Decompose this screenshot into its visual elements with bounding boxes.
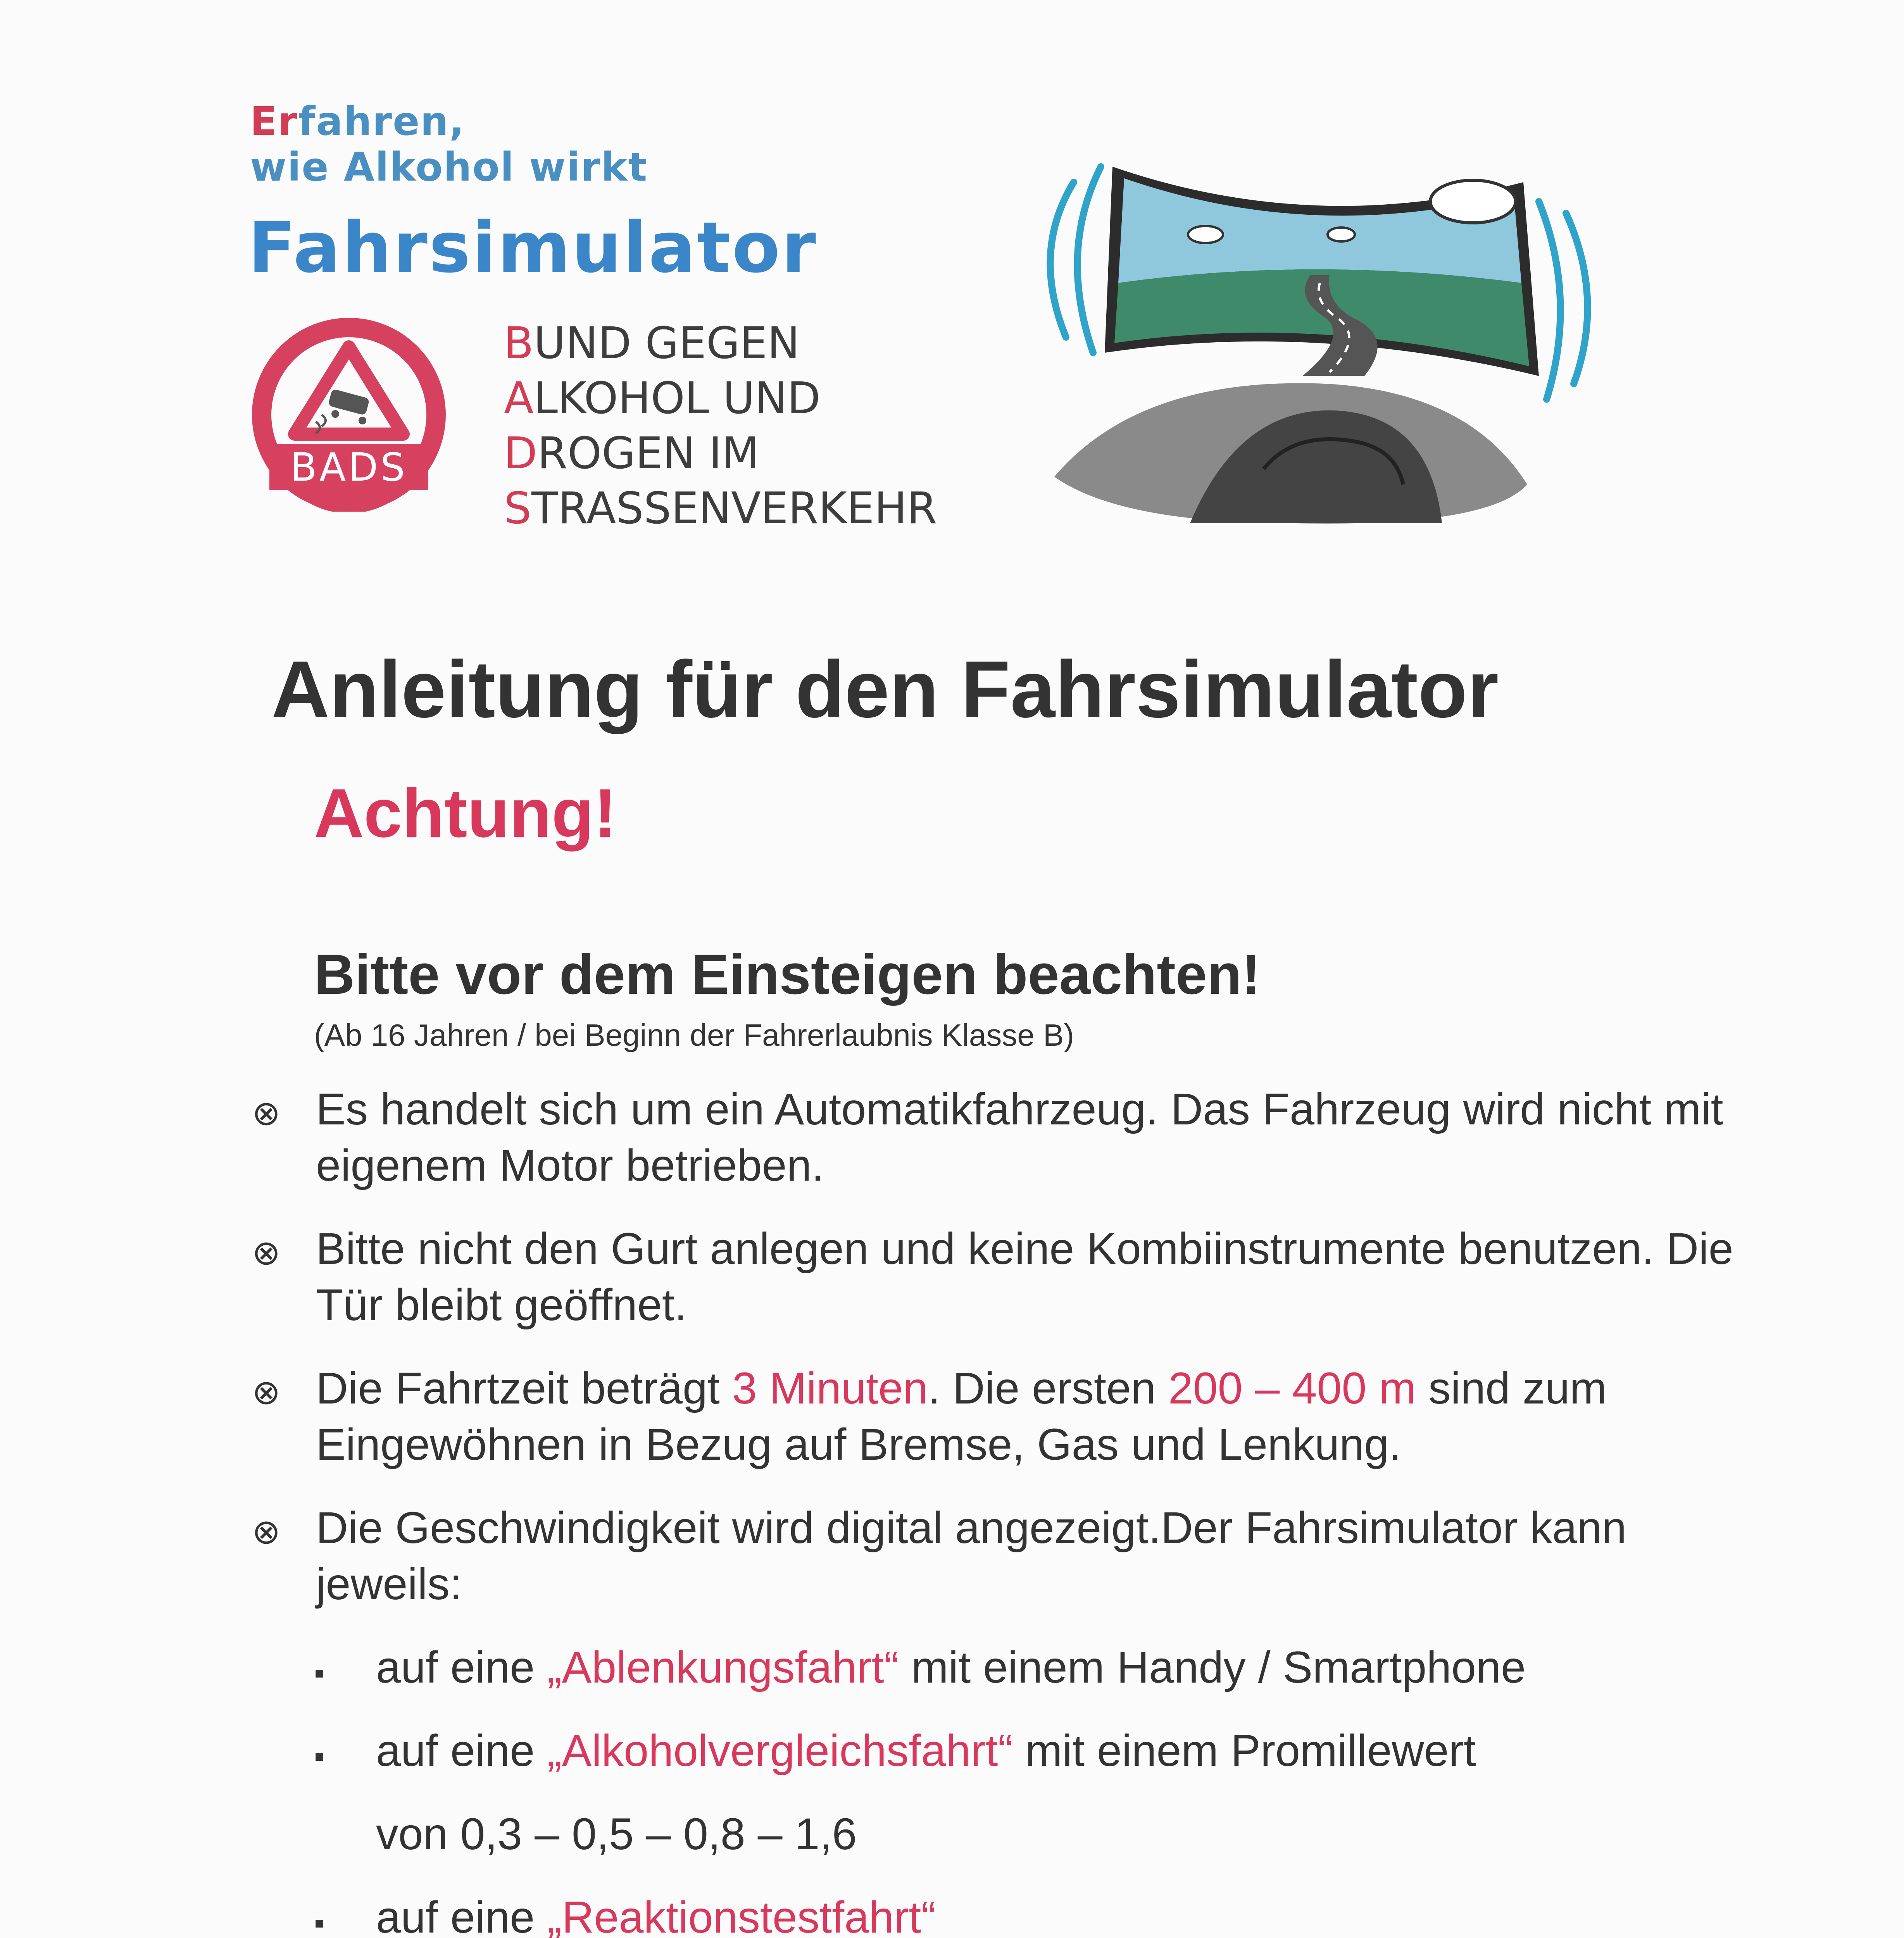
tagline-er: Er bbox=[250, 98, 298, 145]
mode-distraction: auf eine „Ablenkungsfahrt“ mit einem Handy / Smartphone bbox=[376, 1643, 1526, 1692]
instruction-speed: Die Geschwindigkeit wird digital angezeigt.Der Fahrsimulator kann jeweils: bbox=[316, 1503, 1627, 1609]
mode-alcohol: auf eine „Alkoholvergleichsfahrt“ mit einem Promillewert bbox=[376, 1726, 1476, 1776]
item-marker-icon: ⊗ bbox=[252, 1373, 281, 1411]
instruction-seatbelt: Bitte nicht den Gurt anlegen und keine Kombiinstrumente benutzen. Die Tür bleibt geöffnet. bbox=[316, 1224, 1733, 1330]
age-note: (Ab 16 Jahren / bei Beginn der Fahrerlaubnis Klasse B) bbox=[314, 1018, 1074, 1052]
org-line: STRASSENVERKEHR bbox=[504, 483, 937, 534]
warning-heading: Achtung! bbox=[314, 774, 617, 852]
item-marker-icon: ⊗ bbox=[252, 1512, 281, 1551]
organization-name bbox=[504, 316, 937, 536]
sub-bullet-icon: ▪ bbox=[314, 1655, 325, 1690]
item-marker-icon: ⊗ bbox=[252, 1094, 281, 1132]
tagline-line2: wie Alkohol wirkt bbox=[250, 144, 648, 190]
drive-duration: 3 Minuten bbox=[732, 1364, 928, 1413]
mode-reaction: auf eine „Reaktionstestfahrt“ bbox=[376, 1893, 936, 1938]
product-name: Fahrsimulator bbox=[248, 207, 817, 288]
driving-simulator-illustration bbox=[1023, 136, 1620, 543]
bads-logo bbox=[233, 310, 465, 512]
instruction-drive-time: Die Fahrtzeit beträgt 3 Minuten. Die ersten 200 – 400 m sind zum Eingewöhnen in Bezug auf Bremse, Gas und Lenkung. bbox=[316, 1364, 1607, 1469]
item-marker-icon: ⊗ bbox=[252, 1233, 281, 1272]
org-line: DROGEN IM bbox=[504, 428, 759, 479]
page-title: Anleitung für den Fahrsimulator bbox=[271, 645, 1499, 735]
org-line: ALKOHOL UND bbox=[504, 373, 821, 424]
sub-bullet-icon: ▪ bbox=[314, 1739, 325, 1773]
org-line: BUND GEGEN bbox=[504, 318, 800, 369]
alcohol-levels: von 0,3 – 0,5 – 0,8 – 1,6 bbox=[376, 1809, 857, 1859]
instruction-automatic: Es handelt sich um ein Automatikfahrzeug. Das Fahrzeug wird nicht mit eigenem Motor betrieben. bbox=[316, 1085, 1723, 1190]
warmup-distance: 200 – 400 m bbox=[1168, 1364, 1416, 1413]
before-boarding-heading: Bitte vor dem Einsteigen beachten! bbox=[314, 943, 1261, 1006]
sub-bullet-icon: ▪ bbox=[314, 1905, 325, 1938]
badge-text: BADS bbox=[290, 445, 407, 490]
tagline-rest: fahren, bbox=[298, 98, 465, 145]
tagline bbox=[250, 99, 648, 190]
